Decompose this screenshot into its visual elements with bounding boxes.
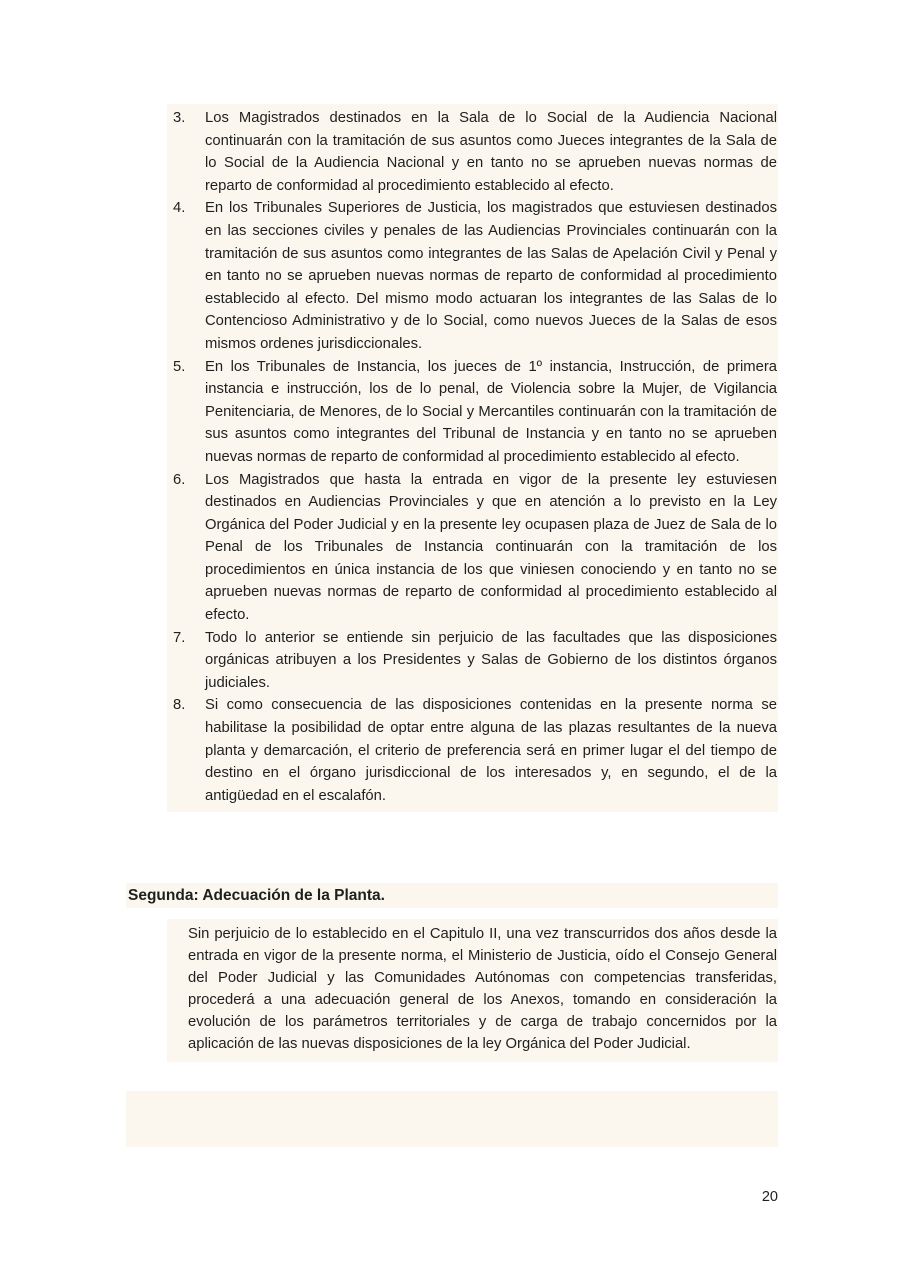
list-item-number: 6. (173, 471, 186, 488)
highlight-band (126, 1091, 778, 1147)
list-item-text: En los Tribunales de Instancia, los jueces de 1º instancia, Instrucción, de primera instancia e instrucción, los de lo penal, de Violencia sobre la Mujer, de Vigilancia Penitenciaria, de Menores, de lo Social y Mercantiles continuarán con la tramitación de sus asuntos como integrantes del Tribunal de Instancia y en tanto no se aprueben nuevas normas de reparto de conformidad al procedimiento establecido al efecto. (205, 358, 777, 465)
list-item-number: 3. (173, 110, 186, 126)
section-heading: Segunda: Adecuación de la Planta. (126, 883, 778, 908)
list-item-number: 8. (173, 697, 186, 714)
list-item-text: Los Magistrados que hasta la entrada en vigor de la presente ley estuviesen destinados en Audiencias Provinciales y que en atención a lo previsto en la Ley Orgánica del Poder Judicial y en la presente ley ocupasen plaza de Juez de Sala de lo Penal de los Tribunales de Instancia continuarán con la tramitación de los procedimientos en única instancia de los que viniesen conociendo y en tanto no se aprueben nuevas normas de reparto de conformidad al procedimiento establecido al efecto. (205, 471, 777, 624)
list-item (167, 107, 778, 197)
list-item (167, 197, 778, 355)
list-item-number: 5. (173, 358, 186, 375)
section-body: Sin perjuicio de lo establecido en el Capitulo II, una vez transcurridos dos años desde la entrada en vigor de la presente norma, el Ministerio de Justicia, oído el Consejo General del Poder Judicial y las Comunidades Autónomas con competencias transferidas, procederá a una adecuación general de los Anexos, tomando en consideración la evolución de los parámetros territoriales y de carga de trabajo concernidos por la aplicación de las nuevas disposiciones de la ley Orgánica del Poder Judicial. (167, 919, 778, 1062)
list-item (167, 469, 778, 627)
list-item (167, 694, 778, 807)
list-item-text: Si como consecuencia de las disposiciones contenidas en la presente norma se habilitase la posibilidad de optar entre alguna de las plazas resultantes de la nueva planta y demarcación, el criterio de preferencia será en primer lugar el del tiempo de destino en el órgano jurisdiccional de los interesados y, en segundo, el de la antigüedad en el escalafón. (205, 697, 777, 804)
list-item (167, 356, 778, 469)
list-item-number: 4. (173, 200, 186, 217)
list-item-number: 7. (173, 629, 186, 646)
page-number: 20 (761, 1189, 778, 1205)
list-item-text: En los Tribunales Superiores de Justicia, los magistrados que estuviesen destinados en las secciones civiles y penales de las Audiencias Provinciales continuarán con la tramitación de sus asuntos como integrantes de las Salas de Apelación Civil y Penal y en tanto no se aprueben nuevas normas de reparto de conformidad al procedimiento establecido al efecto. Del mismo modo actuaran los integrantes de las Salas de lo Contencioso Administrativo y de lo Social, como nuevos Jueces de la Salas de esos mismos ordenes jurisdiccionales. (205, 200, 777, 352)
numbered-list (167, 104, 778, 812)
list-item-text: Los Magistrados destinados en la Sala de lo Social de la Audiencia Nacional continuarán con la tramitación de sus asuntos como Jueces integrantes de la Sala de lo Social de la Audiencia Nacional y en tanto no se aprueben nuevas normas de reparto de conformidad al procedimiento establecido al efecto. (205, 110, 777, 194)
list-item (167, 627, 778, 695)
list-item-text: Todo lo anterior se entiende sin perjuicio de las facultades que las disposiciones orgánicas atribuyen a los Presidentes y Salas de Gobierno de los distintos órganos judiciales. (205, 629, 777, 691)
